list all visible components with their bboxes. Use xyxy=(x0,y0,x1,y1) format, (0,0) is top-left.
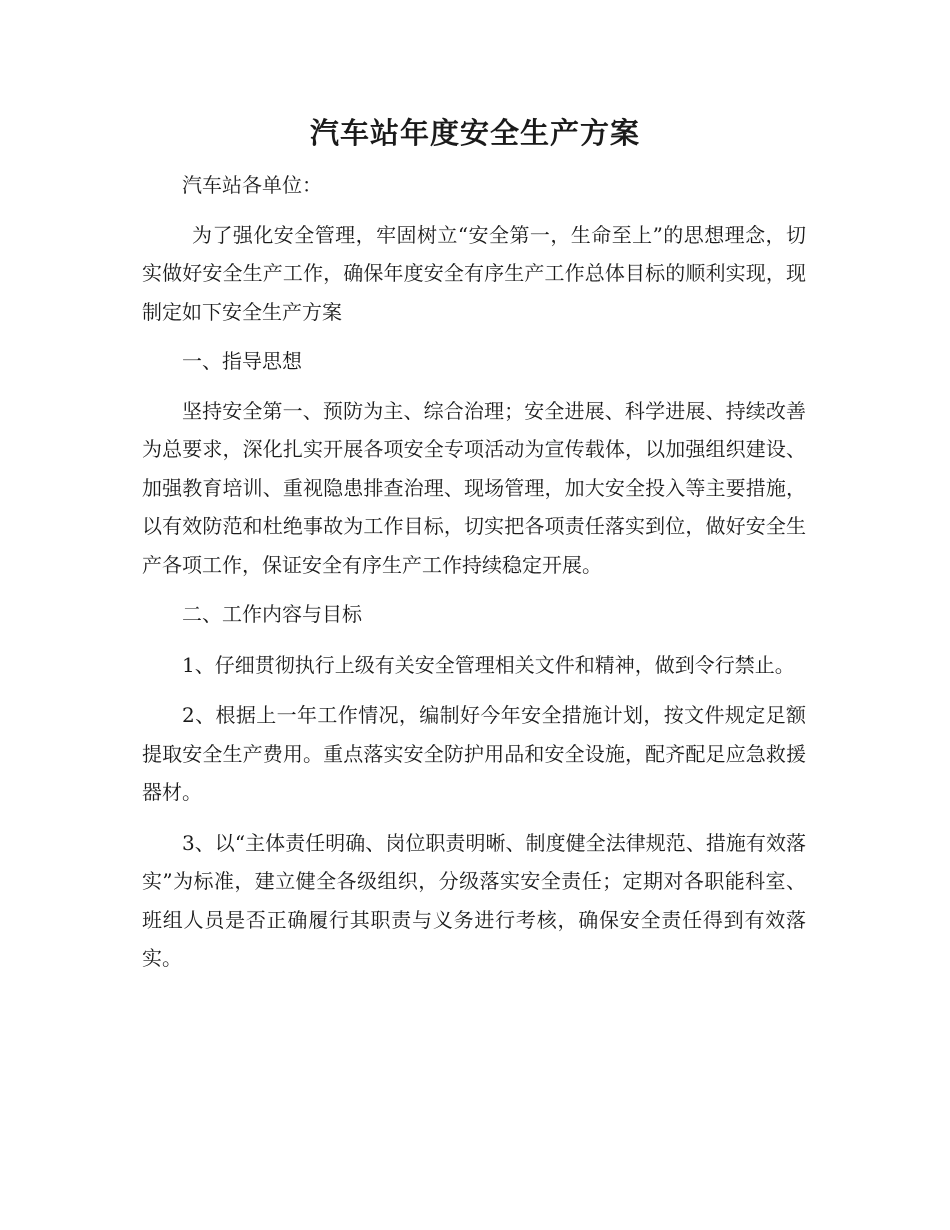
section-heading-work-content: 二、工作内容与目标 xyxy=(182,602,362,626)
guiding-thought-paragraph: 坚持安全第一、预防为主、综合治理；安全进展、科学进展、持续改善为总要求，深化扎实开展各项安全专项活动为宣传载体，以加强组织建设、加强教育培训、重视隐患排查治理、现场管理，加大安全投入等主要措施，以有效防范和杜绝事故为工作目标，切实把各项责任落实到位，做好安全生产各项工作，保证安全有序生产工作持续稳定开展。 xyxy=(142,398,806,577)
intro-paragraph: 为了强化安全管理，牢固树立“安全第一，生命至上”的思想理念，切实做好安全生产工作，确保年度安全有序生产工作总体目标的顺利实现，现制定如下安全生产方案 xyxy=(142,222,806,324)
work-item-2: 2、根据上一年工作情况，编制好今年安全措施计划，按文件规定足额提取安全生产费用。重点落实安全防护用品和安全设施，配齐配足应急救援器材。 xyxy=(142,703,806,804)
salutation: 汽车站各单位： xyxy=(182,173,322,197)
document-title: 汽车站年度安全生产方案 xyxy=(309,116,640,150)
work-item-1: 1、仔细贯彻执行上级有关安全管理相关文件和精神，做到令行禁止。 xyxy=(182,652,795,677)
section-heading-guiding-thought: 一、指导思想 xyxy=(182,349,302,373)
document-body xyxy=(142,166,806,978)
work-item-3: 3、以“主体责任明确、岗位职责明晰、制度健全法律规范、措施有效落实”为标准，建立健全各级组织，分级落实安全责任；定期对各职能科室、班组人员是否正确履行其职责与义务进行考核，确保安全责任得到有效落实。 xyxy=(142,830,806,970)
